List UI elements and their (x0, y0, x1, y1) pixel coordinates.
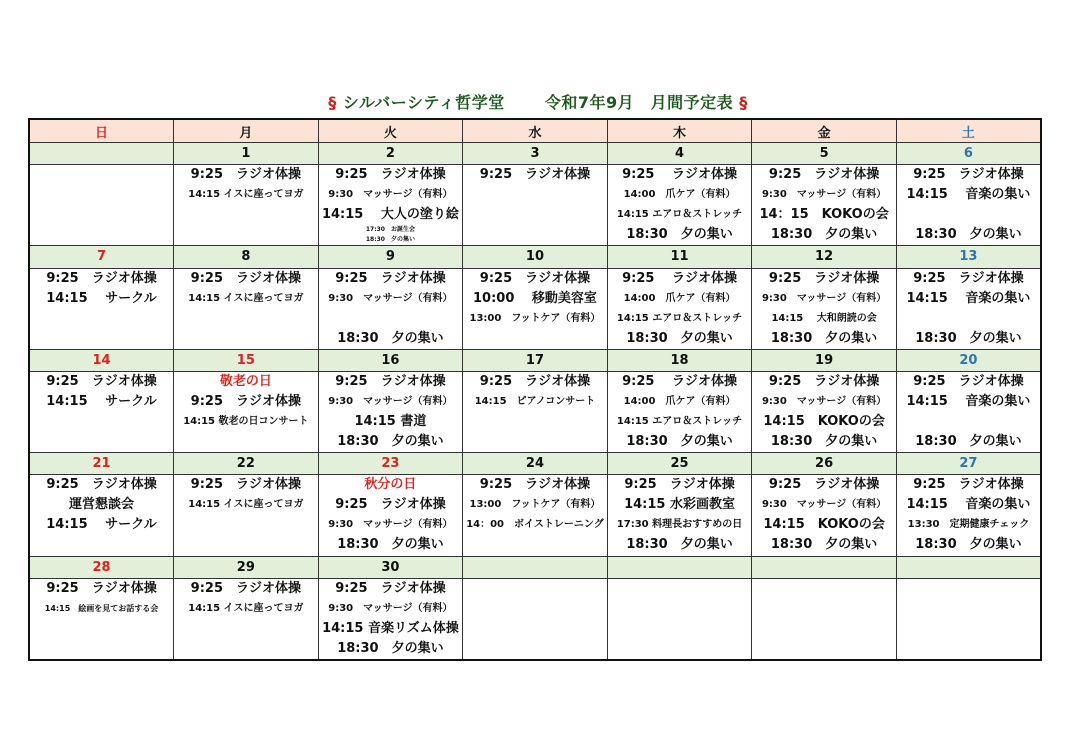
date-number: 28 (29, 556, 174, 578)
event-item: 14:00 爪ケア（有料） (623, 292, 736, 304)
day-cell (752, 578, 897, 660)
holiday-label: 敬老の日 (219, 373, 272, 389)
event-item: 9:25 ラジオ体操 (479, 477, 591, 493)
event-item: 14:15 エアロ＆ストレッチ (616, 415, 743, 427)
date-number: 3 (463, 143, 608, 165)
day-cell (174, 268, 319, 349)
date-number: 2 (318, 143, 463, 165)
event-item: 9:25 ラジオ体操 (46, 477, 157, 493)
day-cell (463, 371, 608, 452)
calendar-table (28, 118, 1042, 661)
day-cell (463, 165, 608, 246)
date-row (29, 556, 1041, 578)
event-item: 14:15 絵画を見てお話する会 (44, 603, 159, 613)
day-cell (174, 475, 319, 556)
date-number (752, 556, 897, 578)
event-item: 14:15 音楽リズム体操 (322, 620, 459, 636)
date-number: 25 (607, 453, 752, 475)
day-cell (607, 371, 752, 452)
events-row (29, 475, 1041, 556)
date-number: 16 (318, 349, 463, 371)
event-item: 9:25 ラジオ体操 (768, 167, 880, 183)
event-item: 18:30 夕の集い (337, 330, 444, 346)
date-number: 24 (463, 453, 608, 475)
date-number: 20 (896, 349, 1041, 371)
event-item: 14:15 音楽の集い (906, 497, 1031, 513)
event-item: 9:25 ラジオ体操 (768, 373, 880, 389)
date-row (29, 453, 1041, 475)
event-item: 14:15 エアロ＆ストレッチ (616, 209, 743, 221)
date-number: 17 (463, 349, 608, 371)
event-item: 18:30 夕の集い (770, 330, 878, 346)
day-cell (896, 268, 1041, 349)
date-number: 11 (607, 246, 752, 268)
event-item: 14:15 音楽の集い (906, 290, 1031, 306)
date-number: 29 (174, 556, 319, 578)
weekday-header: 月 (174, 119, 319, 143)
event-item: 9:25 ラジオ体操 (190, 580, 302, 596)
day-cell (318, 268, 463, 349)
day-cell (752, 165, 897, 246)
day-cell (174, 165, 319, 246)
event-item: 18:30 夕の集い (915, 433, 1022, 449)
weekday-header: 日 (29, 119, 174, 143)
event-item: 9:25 ラジオ体操 (335, 497, 446, 513)
events-row (29, 578, 1041, 660)
date-number: 23 (318, 453, 463, 475)
event-item: 14:15 イスに座ってヨガ (188, 292, 304, 304)
event-item: 9:25 ラジオ体操 (913, 167, 1024, 183)
event-item: 18:30 夕の集い (770, 227, 878, 243)
event-item: 9:25 ラジオ体操 (190, 270, 302, 286)
event-item: 13:00 フットケア（有料） (469, 499, 601, 511)
event-item: 9:30 マッサージ（有料） (328, 292, 453, 304)
date-number: 10 (463, 246, 608, 268)
event-item: 10:00 移動美容室 (473, 290, 597, 306)
title-left-mark: § (328, 93, 337, 112)
schedule-period: 令和7年9月 月間予定表 (544, 93, 734, 112)
day-cell (29, 475, 174, 556)
event-item: 14:15 音楽の集い (906, 187, 1031, 203)
date-number: 1 (174, 143, 319, 165)
event-item: 9:25 ラジオ体操 (46, 580, 157, 596)
day-cell (752, 371, 897, 452)
day-cell (174, 578, 319, 660)
event-item: 18:30 夕の集い (915, 227, 1022, 243)
event-item: 17:30 料理長おすすめの日 (616, 519, 743, 531)
date-number: 6 (896, 143, 1041, 165)
event-item: 13:00 フットケア（有料） (469, 312, 601, 324)
event-item: 14:15 イスに座ってヨガ (188, 189, 304, 201)
day-cell (607, 268, 752, 349)
event-item: 9:25 ラジオ体操 (622, 167, 737, 183)
event-item: 18:30 夕の集い (770, 537, 878, 553)
event-item: 14：00 ボイストレーニング (466, 519, 604, 531)
event-item: 14:15 サークル (46, 393, 157, 409)
event-item: 9:30 マッサージ（有料） (761, 189, 887, 201)
date-number: 15 (174, 349, 319, 371)
weekday-header: 火 (318, 119, 463, 143)
day-cell (29, 578, 174, 660)
event-item: 14:15 エアロ＆ストレッチ (616, 312, 743, 324)
event-item: 18:30 夕の集い (337, 537, 444, 553)
day-cell (896, 165, 1041, 246)
event-item: 9:25 ラジオ体操 (479, 373, 591, 389)
event-item: 14:15 大和朗読の会 (771, 312, 877, 324)
event-item: 9:25 ラジオ体操 (913, 373, 1024, 389)
day-cell (318, 475, 463, 556)
day-cell (29, 165, 174, 246)
event-item: 9:25 ラジオ体操 (190, 477, 302, 493)
event-item: 9:30 マッサージ（有料） (761, 499, 887, 511)
date-number: 27 (896, 453, 1041, 475)
event-item: 14：15 KOKOの会 (759, 207, 889, 223)
event-item: 18:30 夕の集い (915, 537, 1022, 553)
event-item (319, 309, 463, 329)
event-item: 9:25 ラジオ体操 (335, 580, 446, 596)
event-item: 18:30 夕の集い (915, 330, 1022, 346)
event-item: 13:30 定期健康チェック (907, 519, 1030, 531)
event-item: 18:30 夕の集い (337, 433, 444, 449)
event-item: 14:15 ピアノコンサート (474, 395, 596, 407)
event-item: 9:25 ラジオ体操 (46, 270, 157, 286)
event-item: 9:25 ラジオ体操 (335, 167, 446, 183)
date-number: 8 (174, 246, 319, 268)
event-item: 9:30 マッサージ（有料） (328, 189, 453, 201)
event-item: 9:25 ラジオ体操 (479, 270, 591, 286)
event-item (897, 412, 1040, 432)
event-item: 9:30 マッサージ（有料） (328, 519, 453, 531)
day-cell (463, 475, 608, 556)
weekday-header: 木 (607, 119, 752, 143)
event-item: 9:30 マッサージ（有料） (761, 292, 887, 304)
day-cell (752, 475, 897, 556)
day-cell (607, 165, 752, 246)
day-cell (463, 268, 608, 349)
event-item: 9:25 ラジオ体操 (335, 270, 446, 286)
date-number: 7 (29, 246, 174, 268)
day-cell (896, 578, 1041, 660)
date-number: 13 (896, 246, 1041, 268)
event-item: 9:30 マッサージ（有料） (328, 602, 453, 614)
event-item: 18:30 夕の集い (365, 236, 415, 244)
date-number (463, 556, 608, 578)
title-right-mark: § (739, 93, 748, 112)
event-item (897, 205, 1040, 225)
weekday-header: 金 (752, 119, 897, 143)
date-number: 18 (607, 349, 752, 371)
event-item: 9:25 ラジオ体操 (622, 270, 737, 286)
event-item: 14:15 書道 (354, 413, 427, 429)
event-item: 14:00 爪ケア（有料） (623, 189, 736, 201)
day-cell (607, 578, 752, 660)
date-number: 5 (752, 143, 897, 165)
holiday-label: 秋分の日 (364, 477, 417, 493)
day-cell (463, 578, 608, 660)
date-number (896, 556, 1041, 578)
date-number: 12 (752, 246, 897, 268)
events-row (29, 165, 1041, 246)
event-item: 9:25 ラジオ体操 (46, 373, 157, 389)
date-row (29, 143, 1041, 165)
day-cell (174, 371, 319, 452)
event-item: 14:15 KOKOの会 (763, 413, 885, 429)
event-item: 14:15 KOKOの会 (763, 517, 885, 533)
event-item: 9:25 ラジオ体操 (190, 393, 302, 409)
facility-name: シルバーシティ哲学堂 (342, 93, 505, 112)
event-item: 14:15 サークル (46, 517, 157, 533)
event-item: 9:25 ラジオ体操 (622, 373, 737, 389)
event-item: 運営懇談会 (69, 497, 135, 513)
event-item: 18:30 夕の集い (626, 330, 733, 346)
event-item: 18:30 夕の集い (626, 537, 733, 553)
event-item: 18:30 夕の集い (770, 433, 878, 449)
date-number: 21 (29, 453, 174, 475)
weekday-header: 水 (463, 119, 608, 143)
date-number: 19 (752, 349, 897, 371)
date-number (607, 556, 752, 578)
event-item: 9:30 マッサージ（有料） (761, 395, 887, 407)
event-item: 14:15 大人の塗り絵 (321, 207, 459, 223)
event-item: 9:25 ラジオ体操 (190, 167, 302, 183)
day-cell (896, 475, 1041, 556)
event-item: 18:30 夕の集い (626, 433, 733, 449)
event-item: 14:00 爪ケア（有料） (623, 395, 736, 407)
event-item: 9:25 ラジオ体操 (768, 270, 880, 286)
event-item: 14:15 音楽の集い (906, 393, 1031, 409)
event-item: 14:15 イスに座ってヨガ (188, 499, 304, 511)
event-item: 14:15 イスに座ってヨガ (188, 602, 304, 614)
event-item: 9:25 ラジオ体操 (768, 477, 880, 493)
event-item: 9:25 ラジオ体操 (913, 270, 1024, 286)
date-number (29, 143, 174, 165)
date-row (29, 349, 1041, 371)
day-cell (607, 475, 752, 556)
day-cell (896, 371, 1041, 452)
events-row (29, 371, 1041, 452)
date-number: 4 (607, 143, 752, 165)
event-item: 14:15 水彩画教室 (624, 497, 735, 513)
event-item: 9:25 ラジオ体操 (335, 373, 446, 389)
event-item: 18:30 夕の集い (337, 640, 444, 656)
event-item: 9:30 マッサージ（有料） (328, 395, 453, 407)
event-item: 14:15 敬老の日コンサート (183, 415, 309, 427)
day-cell (752, 268, 897, 349)
event-item: 9:25 ラジオ体操 (479, 167, 591, 183)
event-item: 9:25 ラジオ体操 (624, 477, 735, 493)
events-row (29, 268, 1041, 349)
date-number: 9 (318, 246, 463, 268)
day-cell (29, 371, 174, 452)
weekday-header-row (29, 119, 1041, 143)
date-number: 30 (318, 556, 463, 578)
date-row (29, 246, 1041, 268)
date-number: 22 (174, 453, 319, 475)
weekday-header: 土 (896, 119, 1041, 143)
day-cell (318, 165, 463, 246)
day-cell (29, 268, 174, 349)
event-item: 18:30 夕の集い (626, 227, 733, 243)
date-number: 26 (752, 453, 897, 475)
event-item (897, 309, 1040, 329)
day-cell (318, 578, 463, 660)
day-cell (318, 371, 463, 452)
event-item: 17:30 お誕生会 (365, 226, 415, 234)
event-item: 9:25 ラジオ体操 (913, 477, 1024, 493)
event-item: 14:15 サークル (46, 290, 157, 306)
date-number: 14 (29, 349, 174, 371)
page-title (0, 90, 1076, 113)
